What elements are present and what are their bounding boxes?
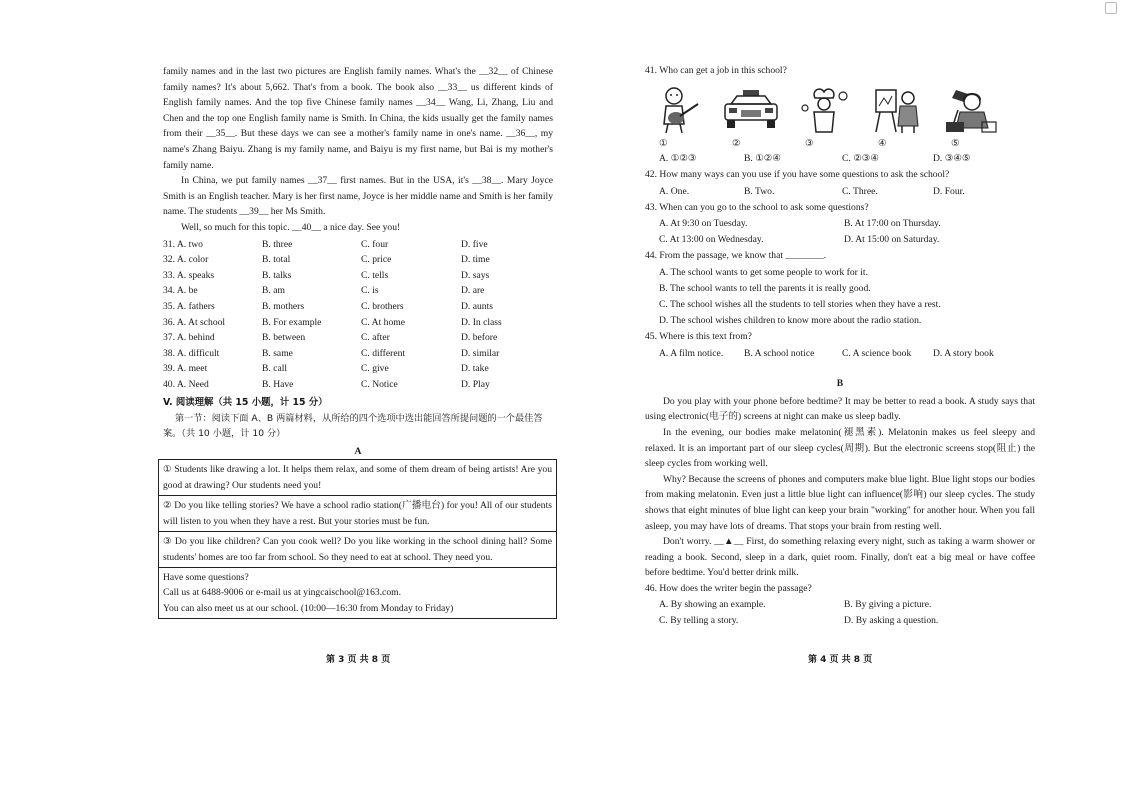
ad-box — [158, 459, 557, 619]
question-45-options — [645, 346, 1035, 362]
q41-pictures — [645, 85, 1035, 135]
option-a[interactable]: A. ①②③ — [659, 153, 697, 165]
option-b[interactable]: B. between — [262, 332, 306, 344]
page-number-right: 第 4 页 共 8 页 — [808, 655, 873, 665]
radio-announcer-icon — [939, 85, 1001, 135]
question-44-stem: 44. From the passage, we know that ________. — [645, 250, 827, 262]
option-b[interactable]: B. By giving a picture. — [844, 599, 932, 611]
option-a[interactable]: A. The school wants to get some people to work for it. — [659, 266, 868, 278]
option-row-39 — [163, 361, 553, 377]
passage-b-paragraph-2: In the evening, our bodies make melatonin(褪黑素). Melatonin makes us feel sleepy and relaxed. It is an important part of our sleep cycles(周期). But the electronic screens stop(阻止) the sleep cycles from working well. — [645, 427, 1035, 470]
option-a[interactable]: 35. A. fathers — [163, 300, 215, 312]
option-d[interactable]: D. Four. — [933, 185, 965, 197]
option-a[interactable]: 31. A. two — [163, 238, 203, 250]
option-c[interactable]: C. A science book — [842, 347, 912, 359]
option-b[interactable]: B. call — [262, 363, 288, 375]
option-d[interactable]: D. five — [461, 238, 488, 250]
option-d[interactable]: D. take — [461, 363, 489, 375]
question-46-stem: 46. How does the writer begin the passage? — [645, 582, 812, 594]
taxi-icon — [720, 85, 782, 135]
question-43-options-row2 — [645, 232, 1035, 248]
option-c[interactable]: C. price — [361, 254, 392, 266]
pic-number: ② — [732, 138, 741, 150]
option-row-38 — [163, 346, 553, 362]
option-a[interactable]: 39. A. meet — [163, 363, 208, 375]
option-c[interactable]: C. brothers — [361, 300, 404, 312]
passage-b-paragraph-1: Do you play with your phone before bedtime? It may be better to read a book. A study says that using electronic(电子的) screens at night can make us sleep badly. — [645, 395, 1035, 423]
option-a[interactable]: 33. A. speaks — [163, 269, 215, 281]
passage-a-label: A — [354, 446, 362, 458]
option-c[interactable]: C. At 13:00 on Wednesday. — [659, 234, 764, 246]
pic-number: ③ — [805, 138, 814, 150]
section-intro: 第一节：阅读下面 A、B 两篇材料，从所给的四个选项中选出能回答所提问题的一个最佳答案。（共 10 小题，计 10 分） — [163, 413, 543, 440]
pic-number: ④ — [878, 138, 887, 150]
guitar-player-icon — [647, 85, 709, 135]
cloze-paragraph-3: Well, so much for this topic. __40__ a nice day. See you! — [181, 221, 401, 233]
option-d[interactable]: D. similar — [461, 347, 500, 359]
option-b[interactable]: B. talks — [262, 269, 292, 281]
page-number-left: 第 3 页 共 8 页 — [326, 655, 391, 665]
cloze-paragraph-2: In China, we put family names __37__ first names. But in the USA, it's __38__. Mary Joyce Smith is an English teacher. Mary is her first name, Joyce is her middle name and Smith is her family name. The students __39__ her Ms Smith. — [163, 175, 553, 218]
question-46-options-row2 — [645, 613, 1035, 629]
question-43-stem: 43. When can you go to the school to ask some questions? — [645, 201, 869, 213]
cloze-options — [163, 237, 553, 393]
option-c[interactable]: C. By telling a story. — [659, 615, 739, 627]
cook-icon — [793, 85, 855, 135]
option-b[interactable]: B. At 17:00 on Thursday. — [844, 218, 941, 230]
pic-number: ⑤ — [951, 138, 960, 150]
option-row-31 — [163, 237, 553, 253]
option-a[interactable]: A. By showing an example. — [659, 599, 766, 611]
option-b[interactable]: B. same — [262, 347, 293, 359]
option-a[interactable]: 36. A. At school — [163, 316, 226, 328]
option-row-36 — [163, 315, 553, 331]
option-d[interactable]: D. At 15:00 on Saturday. — [844, 234, 940, 246]
option-b[interactable]: B. For example — [262, 316, 322, 328]
option-b[interactable]: B. The school wants to tell the parents it is really good. — [659, 282, 871, 294]
question-45-stem: 45. Where is this text from? — [645, 331, 752, 343]
option-d[interactable]: D. says — [461, 269, 490, 281]
option-b[interactable]: B. A school notice — [744, 347, 815, 359]
question-43-options-row1 — [645, 216, 1035, 232]
option-b[interactable]: B. mothers — [262, 300, 305, 312]
ad-radio: ② Do you like telling stories? We have a school radio station(广播电台) for you! All of our students will listen to you when they have a rest. But your stories must be fun. — [159, 496, 556, 532]
question-41-options — [645, 151, 1035, 167]
option-a[interactable]: 34. A. be — [163, 285, 198, 297]
option-c[interactable]: C. Three. — [842, 185, 878, 197]
ad-contact: Have some questions? Call us at 6488-9006 or e-mail us at yingcaischool@163.com. You can also meet us at our school. (10:00—16:30 from Monday to Friday) — [163, 571, 454, 614]
corner-mark — [1105, 2, 1117, 14]
option-c[interactable]: C. is — [361, 285, 379, 297]
option-d[interactable]: D. time — [461, 254, 490, 266]
option-b[interactable]: B. ①②④ — [744, 153, 781, 165]
question-46-options-row1 — [645, 597, 1035, 613]
option-c[interactable]: C. The school wishes all the students to tell stories when they have a rest. — [659, 299, 941, 311]
page-4 — [645, 63, 1035, 630]
option-d[interactable]: D. are — [461, 285, 485, 297]
section-title: V. 阅读理解（共 15 小题，计 15 分） — [163, 397, 328, 409]
option-d[interactable]: D. aunts — [461, 300, 493, 312]
q41-picture-numbers — [645, 137, 1035, 151]
painter-icon — [866, 85, 928, 135]
option-b[interactable]: B. Have — [262, 378, 294, 390]
option-c[interactable]: C. ②③④ — [842, 153, 879, 165]
option-b[interactable]: B. Two. — [744, 185, 775, 197]
option-c[interactable]: C. At home — [361, 316, 405, 328]
passage-b-paragraph-4: Don't worry. __▲__ First, do something relaxing every night, such as taking a warm shower or reading a book. Second, sleep in a dark, quiet room. Finally, don't eat a big meal or have coffee before bedtime. You'd better drink milk. — [645, 536, 1035, 579]
page-3 — [163, 64, 553, 619]
option-c[interactable]: C. four — [361, 238, 389, 250]
option-d[interactable]: D. The school wishes children to know more about the radio station. — [659, 315, 922, 327]
option-a[interactable]: A. At 9:30 on Tuesday. — [659, 218, 748, 230]
pic-number: ① — [659, 138, 668, 150]
option-c[interactable]: C. tells — [361, 269, 389, 281]
option-row-33 — [163, 268, 553, 284]
option-c[interactable]: C. after — [361, 332, 390, 344]
option-c[interactable]: C. different — [361, 347, 406, 359]
option-b[interactable]: B. three — [262, 238, 293, 250]
passage-b-paragraph-3: Why? Because the screens of phones and computers make blue light. Blue light stops our bodies from making melatonin. Even just a little blue light can influence(影响) our sleep cycles. The study shows that eight minutes of blue light can keep your brain "working" for another hour. When you fall asleep, you may have lots of dreams. That stops your brain from resting well. — [645, 473, 1035, 532]
option-d[interactable]: D. By asking a question. — [844, 615, 939, 627]
option-c[interactable]: C. Notice — [361, 378, 398, 390]
option-d[interactable]: D. In class — [461, 316, 502, 328]
option-a[interactable]: 38. A. difficult — [163, 347, 220, 359]
option-d[interactable]: D. Play — [461, 378, 490, 390]
question-41-stem: 41. Who can get a job in this school? — [645, 65, 787, 76]
option-row-34 — [163, 283, 553, 299]
option-d[interactable]: D. ③④⑤ — [933, 153, 971, 165]
option-a[interactable]: A. One. — [659, 185, 690, 197]
option-d[interactable]: D. A story book — [933, 347, 994, 359]
option-c[interactable]: C. give — [361, 363, 389, 375]
cloze-paragraph-1: family names and in the last two pictures are English family names. What's the __32__ of Chinese family names? It's about 5,662. That's from a book. The book also __33__ us different kinds of English family names. And the top five Chinese family names __34__ Wang, Li, Zhang, Liu and Chen and the top one English family name is Smith. In China, the kids usually get the family names from their __35__. But these days we can see a mother's family name in one's name. __36__, my name's Zhang Baiyu. Zhang is my family name, and Baiyu is my first name, but Bai is my mother's family name. — [163, 66, 553, 171]
passage-b-label: B — [836, 377, 844, 389]
option-a[interactable]: 40. A. Need — [163, 378, 209, 390]
option-a[interactable]: A. A film notice. — [659, 347, 724, 359]
option-row-40 — [163, 377, 553, 393]
option-a[interactable]: 37. A. behind — [163, 332, 215, 344]
option-b[interactable]: B. total — [262, 254, 291, 266]
option-b[interactable]: B. am — [262, 285, 285, 297]
option-a[interactable]: 32. A. color — [163, 254, 209, 266]
question-42-stem: 42. How many ways can you use if you have some questions to ask the school? — [645, 169, 950, 181]
question-42-options — [645, 184, 1035, 200]
ad-dining: ③ Do you like children? Can you cook well? Do you like working in the school dining hall? Some students' homes are too far from school. So they need to eat at school. They need you. — [159, 532, 556, 568]
option-row-35 — [163, 299, 553, 315]
ad-drawing: ① Students like drawing a lot. It helps them relax, and some of them dream of being artists! Are you good at drawing? Our students need you! — [159, 460, 556, 496]
option-row-32 — [163, 252, 553, 268]
option-d[interactable]: D. before — [461, 332, 498, 344]
option-row-37 — [163, 330, 553, 346]
